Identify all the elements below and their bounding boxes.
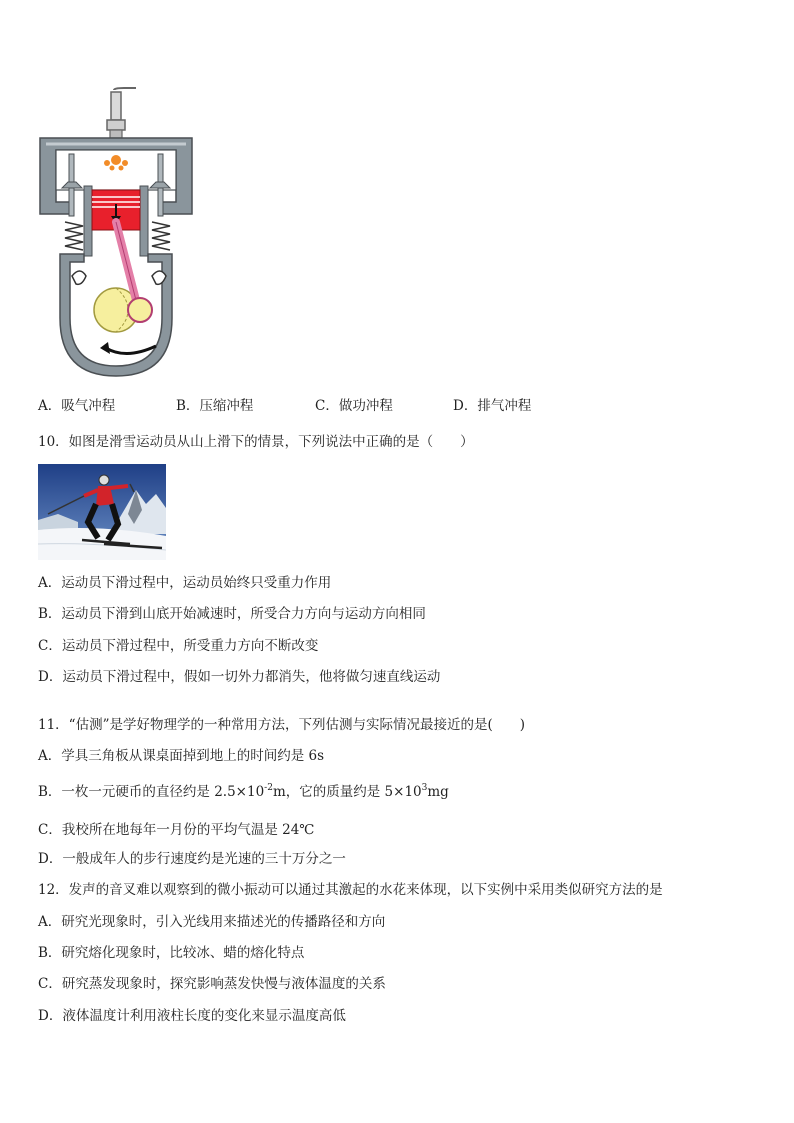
q12-stem: 12．发声的音叉难以观察到的微小振动可以通过其激起的水花来体现，以下实例中采用类似研究方法的是 [38, 882, 663, 898]
q12-option-b[interactable]: B．研究熔化现象时，比较冰、蜡的熔化特点 [38, 945, 305, 961]
engine-cylinder-diagram [36, 86, 200, 378]
q10-option-c[interactable]: C．运动员下滑过程中，所受重力方向不断改变 [38, 638, 319, 654]
q9-option-c[interactable]: C．做功冲程 [315, 398, 393, 414]
q9-option-a[interactable]: A．吸气冲程 [38, 398, 116, 414]
q11-option-b-exp2: 3 [421, 783, 428, 793]
q10-option-a[interactable]: A．运动员下滑过程中，运动员始终只受重力作用 [38, 575, 332, 591]
q11-option-b-prefix: B．一枚一元硬币的直径约是 2.5×10 [38, 784, 265, 800]
q12-option-d[interactable]: D．液体温度计利用液柱长度的变化来显示温度高低 [38, 1008, 346, 1024]
q11-stem: 11．“估测”是学好物理学的一种常用方法，下列估测与实际情况最接近的是( ) [38, 717, 526, 733]
q10-option-d[interactable]: D．运动员下滑过程中，假如一切外力都消失，他将做匀速直线运动 [38, 669, 441, 685]
q11-option-b-suffix: mg [427, 784, 449, 800]
skier-photo [38, 464, 166, 560]
q12-option-a[interactable]: A．研究光现象时，引入光线用来描述光的传播路径和方向 [38, 914, 386, 930]
q12-option-c[interactable]: C．研究蒸发现象时，探究影响蒸发快慢与液体温度的关系 [38, 976, 386, 992]
q11-option-c[interactable]: C．我校所在地每年一月份的平均气温是 24℃ [38, 822, 315, 838]
q11-option-d[interactable]: D．一般成年人的步行速度约是光速的三十万分之一 [38, 851, 346, 867]
q11-option-b-mid: m，它的质量约是 5×10 [272, 784, 422, 800]
q11-option-a[interactable]: A．学具三角板从课桌面掉到地上的时间约是 6s [38, 748, 325, 764]
q9-option-b[interactable]: B．压缩冲程 [176, 398, 254, 414]
q9-option-d[interactable]: D．排气冲程 [453, 398, 532, 414]
q10-option-b[interactable]: B．运动员下滑到山底开始减速时，所受合力方向与运动方向相同 [38, 606, 426, 622]
q10-stem: 10．如图是滑雪运动员从山上滑下的情景，下列说法中正确的是（ ） [38, 434, 474, 450]
q11-option-b-exp1: -2 [264, 783, 273, 793]
q11-option-b[interactable] [38, 780, 449, 800]
